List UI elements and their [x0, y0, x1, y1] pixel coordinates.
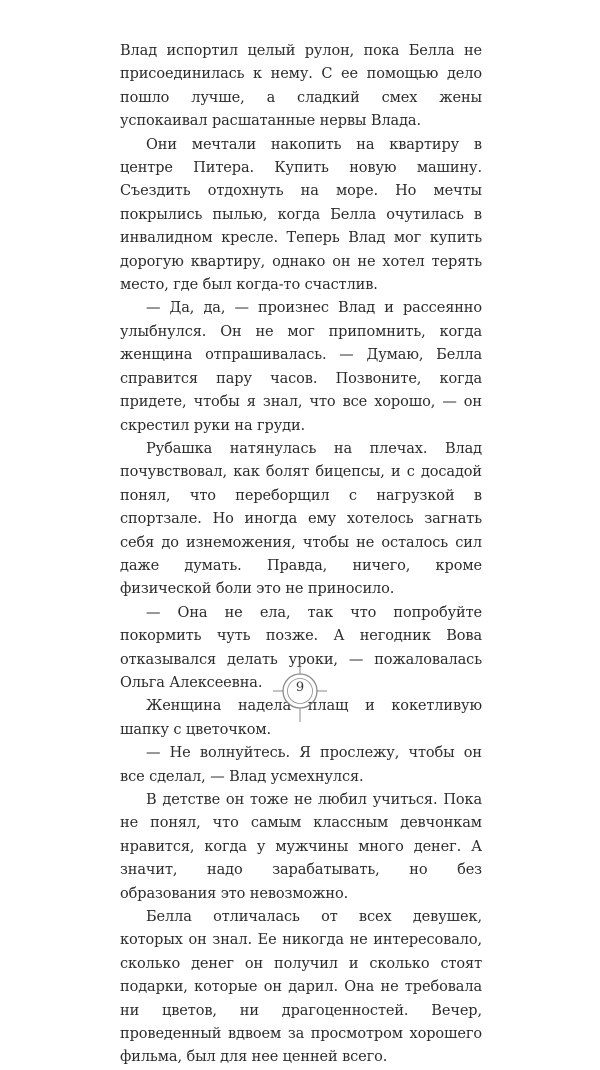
paragraph: Женщина надела плащ и кокетливую шапку с цветочком. — [120, 698, 482, 738]
paragraph: Они мечтали накопить на квартиру в центре Питера. Купить новую машину. Съездить отдохнуть на море. Но мечты покрылись пылью, когда Белла очутилась в инвалидном кресле. Теперь Влад мог купить дорогую квартиру, однако он не хотел терять место, где был когда-то счастлив. — [120, 136, 482, 294]
paragraph: Белла отличалась от всех девушек, которых он знал. Ее никогда не интересовало, сколько денег он получил и сколько стоят подарки, которые он дарил. Она не требовала ни цветов, ни драгоценностей. Вечер, проведенный вдвоем за просмотром хорошего фильма, был для нее ценней всего. — [120, 909, 482, 1066]
paragraph: — Она не ела, так что попробуйте покормить чуть позже. А негодник Вова отказывался делать уроки, — пожаловалась Ольга Алексеевна. — [120, 604, 482, 691]
page-footer — [0, 656, 600, 726]
paragraph: — Да, да, — произнес Влад и рассеянно улыбнулся. Он не мог припомнить, когда женщина отпрашивалась. — Думаю, Белла справится пару часов. Позвоните, когда придете, чтобы я знал, что все хорошо, — он скрестил руки на груди. — [120, 300, 482, 434]
body-text — [120, 40, 482, 1070]
paragraph: В детстве он тоже не любил учиться. Пока не понял, что самым классным девчонкам нравится, когда у мужчины много денег. А значит, надо зарабатывать, но без образования это невозможно. — [120, 792, 482, 902]
paragraph: — Не волнуйтесь. Я прослежу, чтобы он все сделал, — Влад усмехнулся. — [120, 745, 482, 785]
paragraph: Рубашка натянулась на плечах. Влад почувствовал, как болят бицепсы, и с досадой понял, что переборщил с нагрузкой в спортзале. Но иногда ему хотелось загнать себя до изнеможения, чтобы не осталось сил даже думать. Правда, ничего, кроме физической боли это не приносило. — [120, 440, 482, 598]
paragraph: Влад испортил целый рулон, пока Белла не присоединилась к нему. С ее помощью дело пошло лучше, а сладкий смех жены успокаивал расшатанные нервы Влада. — [120, 43, 482, 130]
page-number: 9 — [295, 680, 305, 695]
